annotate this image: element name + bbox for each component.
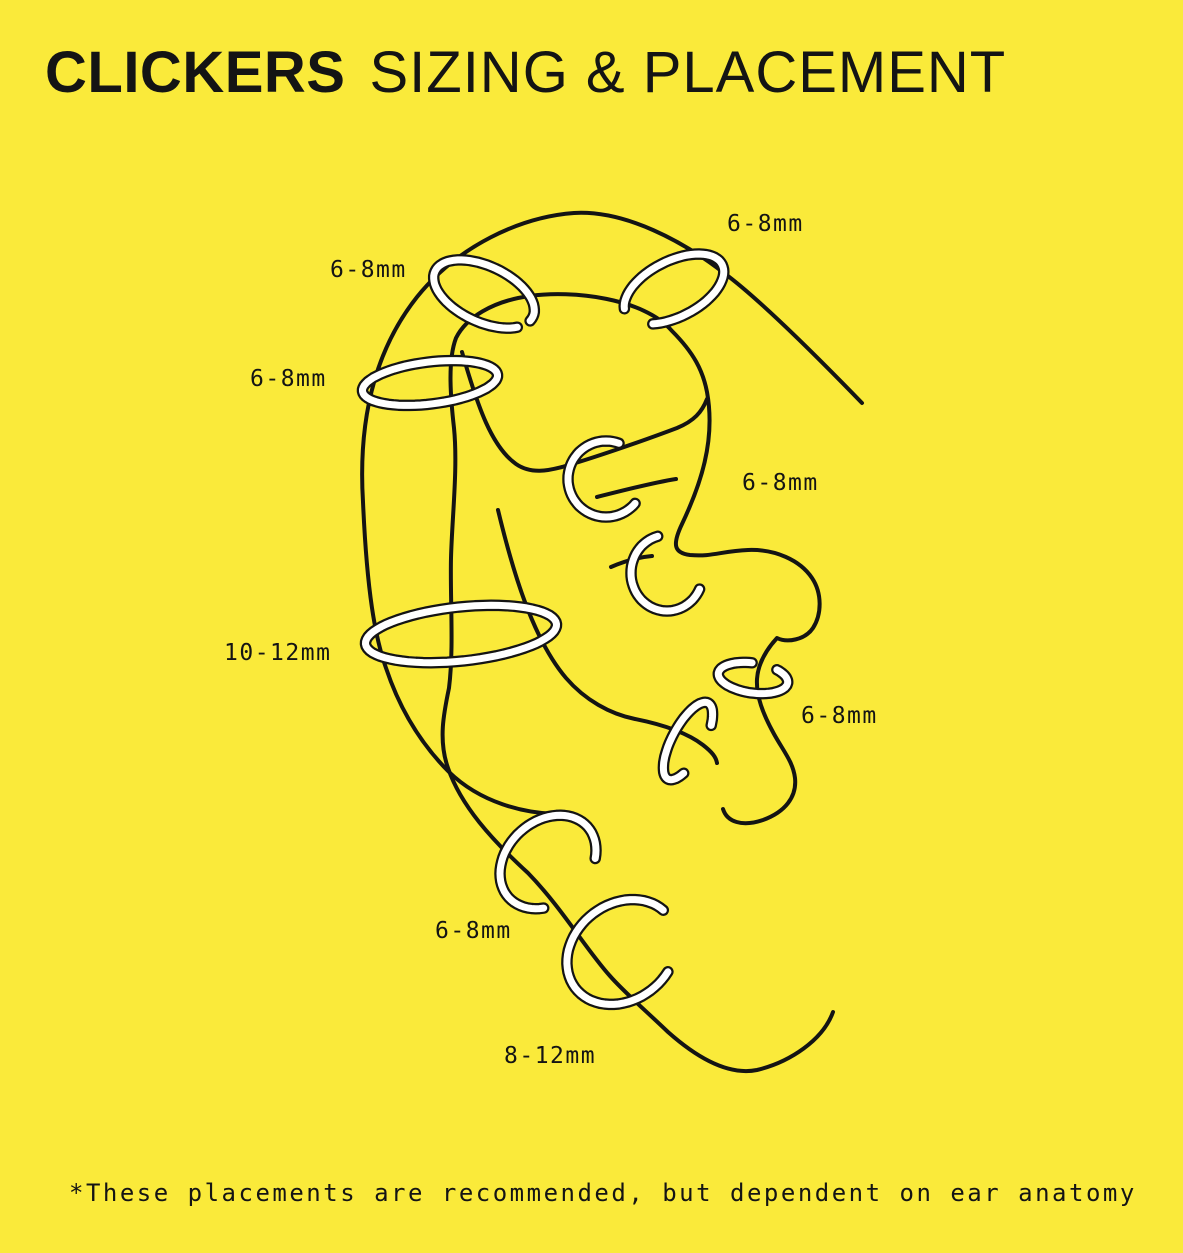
size-label-lobe-upper: 6-8mm — [435, 918, 512, 944]
size-label-tragus-snug: 6-8mm — [801, 703, 878, 729]
title-tagline: SIZING & PLACEMENT — [369, 40, 1007, 105]
footnote: *These placements are recommended, but dependent on ear anatomy — [69, 1179, 1137, 1207]
crus-fork-line — [597, 479, 676, 497]
size-label-helix-mid-left: 10-12mm — [224, 640, 332, 666]
inner-helix-lobe-line — [443, 294, 833, 1071]
clicker-ring-helix-top-left — [434, 260, 535, 328]
clicker-ring-antitragus — [663, 702, 712, 779]
clicker-ring-daith — [631, 536, 700, 611]
clicker-ring-helix-upper-left — [363, 361, 498, 406]
brand-name: CLICKERS — [45, 40, 346, 105]
ear-outline-group — [362, 213, 862, 1071]
size-label-helix-upper-left: 6-8mm — [250, 366, 327, 392]
size-label-rook-daith: 6-8mm — [742, 470, 819, 496]
size-label-helix-top-right: 6-8mm — [727, 211, 804, 237]
clicker-ring-helix-top-left — [434, 260, 535, 328]
size-label-helix-top-left: 6-8mm — [330, 257, 407, 283]
clicker-ring-helix-mid-left — [366, 605, 557, 662]
clicker-ring-helix-top-right — [624, 254, 724, 324]
clicker-rings-group — [363, 254, 788, 1004]
size-label-lobe-lower: 8-12mm — [504, 1043, 597, 1069]
